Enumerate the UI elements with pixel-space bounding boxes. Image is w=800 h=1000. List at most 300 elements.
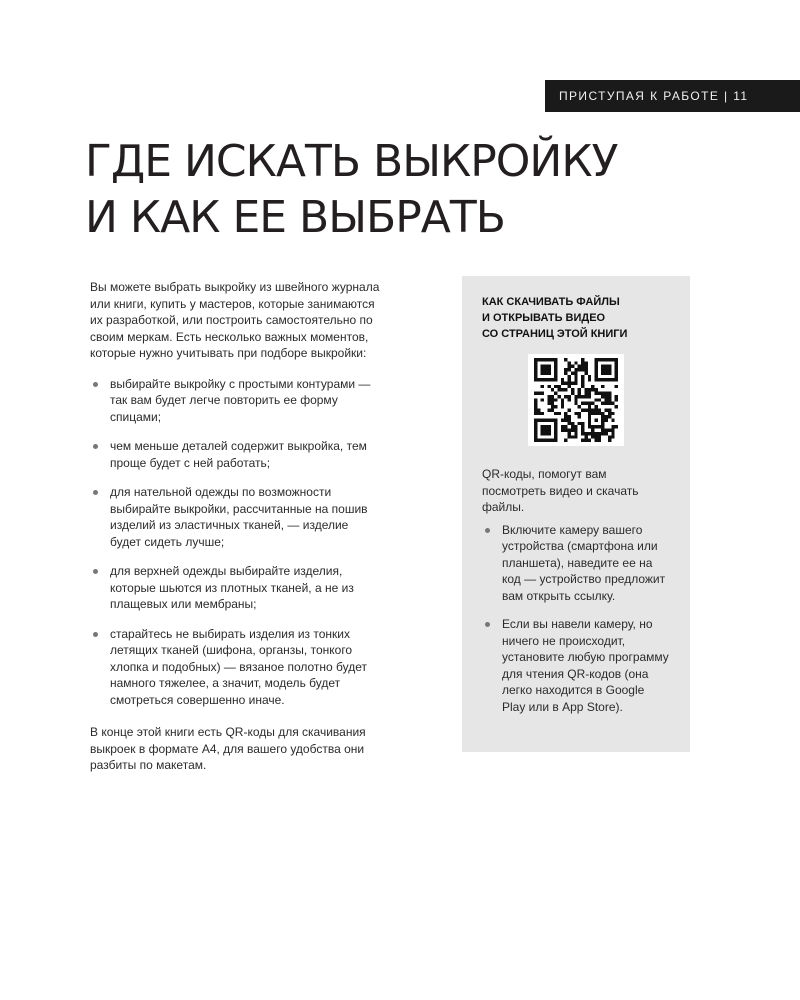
qr-module <box>598 358 601 361</box>
qr-module <box>615 385 618 388</box>
qr-module <box>605 402 608 405</box>
intro-paragraph: Вы можете выбрать выкройку из швейного журнала или книги, купить у мастеров, которые занимаются их разработкой, или построить самостоятельно по своим меркам. Есть несколько важных моментов, которые нужно учитывать при подборе выкройки: <box>90 280 380 360</box>
qr-module <box>537 412 540 415</box>
qr-module <box>611 378 614 381</box>
qr-module <box>534 435 537 438</box>
qr-module <box>581 382 584 385</box>
qr-module <box>588 412 591 415</box>
qr-module <box>574 361 577 364</box>
qr-module <box>547 368 550 371</box>
qr-module <box>591 432 594 435</box>
qr-module <box>594 408 597 411</box>
qr-module <box>611 425 614 428</box>
qr-module <box>571 371 574 374</box>
qr-module <box>594 418 597 421</box>
qr-module <box>574 398 577 401</box>
info-sidebar <box>462 276 690 752</box>
qr-module <box>578 405 581 408</box>
qr-module <box>615 371 618 374</box>
qr-module <box>558 385 561 388</box>
qr-module <box>611 358 614 361</box>
qr-module <box>605 408 608 411</box>
qr-module <box>584 365 587 368</box>
list-item: для нательной одежды по возможности выбирайте выкройки, рассчитанные на пошив изделий из эластичных тканей, — изделие будет сидеть лучше; <box>90 484 380 550</box>
qr-module <box>601 412 604 415</box>
sidebar-heading-line: И ОТКРЫВАТЬ ВИДЕО <box>482 312 606 324</box>
qr-module <box>534 368 537 371</box>
qr-module <box>591 425 594 428</box>
qr-module <box>594 435 597 438</box>
qr-module <box>541 378 544 381</box>
qr-module <box>598 435 601 438</box>
qr-module <box>608 408 611 411</box>
qr-module <box>611 402 614 405</box>
qr-module <box>598 412 601 415</box>
qr-module <box>581 432 584 435</box>
qr-module <box>534 412 537 415</box>
qr-module <box>574 402 577 405</box>
qr-module <box>615 365 618 368</box>
qr-module <box>534 361 537 364</box>
qr-module <box>594 398 597 401</box>
qr-module <box>615 368 618 371</box>
qr-module <box>611 435 614 438</box>
qr-module <box>578 392 581 395</box>
qr-module <box>568 418 571 421</box>
qr-module <box>584 439 587 442</box>
qr-module <box>571 365 574 368</box>
qr-module <box>598 425 601 428</box>
qr-module <box>615 398 618 401</box>
qr-module <box>568 398 571 401</box>
qr-module <box>561 382 564 385</box>
qr-module <box>605 395 608 398</box>
qr-module <box>601 392 604 395</box>
qr-module <box>547 378 550 381</box>
sidebar-heading-line: СО СТРАНИЦ ЭТОЙ КНИГИ <box>482 328 628 340</box>
qr-module <box>601 418 604 421</box>
qr-module <box>534 358 537 361</box>
qr-module <box>581 368 584 371</box>
qr-module <box>581 361 584 364</box>
qr-module <box>584 395 587 398</box>
qr-module <box>561 378 564 381</box>
qr-module <box>574 371 577 374</box>
qr-module <box>568 368 571 371</box>
qr-module <box>554 368 557 371</box>
qr-module <box>601 371 604 374</box>
qr-module <box>541 358 544 361</box>
qr-module <box>554 425 557 428</box>
qr-module <box>615 358 618 361</box>
qr-module <box>547 398 550 401</box>
qr-module <box>541 371 544 374</box>
qr-module <box>605 358 608 361</box>
qr-module <box>588 378 591 381</box>
qr-module <box>534 429 537 432</box>
qr-module <box>568 385 571 388</box>
qr-module <box>561 405 564 408</box>
qr-module <box>561 398 564 401</box>
qr-module <box>584 435 587 438</box>
qr-module <box>578 395 581 398</box>
qr-module <box>594 375 597 378</box>
qr-module <box>534 375 537 378</box>
qr-module <box>554 358 557 361</box>
qr-module <box>578 412 581 415</box>
qr-module <box>601 415 604 418</box>
qr-module <box>581 439 584 442</box>
qr-code[interactable] <box>528 354 624 446</box>
list-item: чем меньше деталей содержит выкройка, тем проще будет с ней работать; <box>90 438 380 471</box>
qr-module <box>537 392 540 395</box>
qr-module <box>534 365 537 368</box>
qr-module <box>571 435 574 438</box>
qr-module <box>608 392 611 395</box>
qr-module <box>594 358 597 361</box>
qr-module <box>574 395 577 398</box>
qr-module <box>615 405 618 408</box>
qr-module <box>534 371 537 374</box>
qr-module <box>564 371 567 374</box>
qr-module <box>551 418 554 421</box>
qr-module <box>581 408 584 411</box>
qr-module <box>615 425 618 428</box>
qr-module <box>574 382 577 385</box>
qr-module <box>594 425 597 428</box>
qr-module <box>608 435 611 438</box>
qr-module <box>534 398 537 401</box>
qr-module <box>561 425 564 428</box>
qr-module <box>534 418 537 421</box>
qr-module <box>568 378 571 381</box>
qr-module <box>605 368 608 371</box>
qr-module <box>588 418 591 421</box>
list-item: Включите камеру вашего устройства (смартфона или планшета), наведите ее на код — устройство предложит вам открыть ссылку. <box>482 522 670 605</box>
qr-module <box>594 439 597 442</box>
qr-module <box>584 371 587 374</box>
qr-module <box>611 432 614 435</box>
qr-module <box>588 432 591 435</box>
qr-module <box>547 358 550 361</box>
qr-module <box>541 429 544 432</box>
qr-module <box>551 398 554 401</box>
closing-paragraph: В конце этой книги есть QR-коды для скачивания выкроек в формате A4, для вашего удобства они разбиты по макетам. <box>90 725 366 772</box>
qr-module <box>534 422 537 425</box>
qr-module <box>551 402 554 405</box>
qr-module <box>554 378 557 381</box>
qr-module <box>568 382 571 385</box>
qr-module <box>608 439 611 442</box>
qr-module <box>554 412 557 415</box>
qr-module <box>594 365 597 368</box>
qr-module <box>554 398 557 401</box>
qr-module <box>541 439 544 442</box>
qr-module <box>554 375 557 378</box>
list-item: старайтесь не выбирать изделия из тонких летящих тканей (шифона, органзы, тонкого хлопка и подобных) — вязаное полотно будет намного тяжелее, а значит, модель будет смотреться совершенно иначе. <box>90 626 380 709</box>
qr-module <box>554 432 557 435</box>
qr-module <box>605 432 608 435</box>
qr-module <box>594 388 597 391</box>
qr-module <box>611 418 614 421</box>
qr-module <box>571 425 574 428</box>
qr-module <box>534 392 537 395</box>
qr-module <box>551 378 554 381</box>
qr-module <box>551 405 554 408</box>
title-line-1: ГДЕ ИСКАТЬ ВЫКРОЙКУ <box>85 136 618 187</box>
qr-module <box>601 429 604 432</box>
qr-module <box>554 392 557 395</box>
qr-module <box>554 422 557 425</box>
qr-module <box>568 375 571 378</box>
qr-module <box>561 388 564 391</box>
qr-module <box>608 395 611 398</box>
sidebar-list <box>482 522 670 716</box>
qr-module <box>584 388 587 391</box>
qr-module <box>591 385 594 388</box>
qr-module <box>568 422 571 425</box>
qr-module <box>594 392 597 395</box>
qr-module <box>608 415 611 418</box>
qr-module <box>594 412 597 415</box>
qr-module <box>551 358 554 361</box>
qr-module <box>554 429 557 432</box>
qr-module <box>591 402 594 405</box>
qr-module <box>541 385 544 388</box>
qr-module <box>581 425 584 428</box>
qr-module <box>568 365 571 368</box>
qr-module <box>615 375 618 378</box>
qr-module <box>581 378 584 381</box>
qr-module <box>544 378 547 381</box>
qr-module <box>594 361 597 364</box>
qr-module <box>551 439 554 442</box>
qr-module <box>574 435 577 438</box>
qr-module <box>594 405 597 408</box>
qr-module <box>537 358 540 361</box>
qr-module <box>547 408 550 411</box>
qr-module <box>598 392 601 395</box>
qr-module <box>598 398 601 401</box>
qr-module <box>588 388 591 391</box>
list-item: для верхней одежды выбирайте изделия, которые шьются из плотных тканей, а не из плащевых или мембраны; <box>90 563 380 613</box>
qr-module <box>581 358 584 361</box>
qr-module <box>547 365 550 368</box>
page-title <box>85 134 617 246</box>
qr-module <box>544 425 547 428</box>
qr-module <box>547 395 550 398</box>
qr-module <box>608 402 611 405</box>
qr-module <box>554 418 557 421</box>
sidebar-heading <box>482 294 670 342</box>
qr-module <box>551 395 554 398</box>
qr-module <box>541 365 544 368</box>
qr-module <box>561 418 564 421</box>
qr-module <box>574 432 577 435</box>
qr-module <box>564 425 567 428</box>
qr-module <box>568 361 571 364</box>
qr-module <box>598 408 601 411</box>
qr-module <box>605 398 608 401</box>
qr-module <box>534 432 537 435</box>
qr-module <box>581 422 584 425</box>
qr-module <box>537 418 540 421</box>
qr-module <box>564 388 567 391</box>
qr-module <box>547 402 550 405</box>
qr-module <box>584 408 587 411</box>
qr-module <box>534 405 537 408</box>
qr-module <box>591 408 594 411</box>
qr-module <box>615 378 618 381</box>
qr-module <box>547 439 550 442</box>
qr-module <box>564 418 567 421</box>
qr-module <box>554 405 557 408</box>
qr-module <box>534 439 537 442</box>
qr-module <box>541 368 544 371</box>
qr-module <box>537 378 540 381</box>
qr-module <box>568 429 571 432</box>
qr-module <box>584 402 587 405</box>
qr-module <box>601 385 604 388</box>
qr-module <box>547 432 550 435</box>
qr-module <box>547 385 550 388</box>
title-line-2: И КАК ЕЕ ВЫБРАТЬ <box>85 192 505 243</box>
qr-module <box>608 429 611 432</box>
qr-module <box>564 368 567 371</box>
qr-module <box>554 385 557 388</box>
qr-module <box>541 392 544 395</box>
qr-module <box>608 358 611 361</box>
qr-module <box>594 368 597 371</box>
qr-module <box>584 368 587 371</box>
qr-module <box>547 429 550 432</box>
qr-module <box>601 365 604 368</box>
qr-module <box>564 439 567 442</box>
qr-module <box>608 365 611 368</box>
qr-module <box>568 395 571 398</box>
qr-module <box>564 415 567 418</box>
qr-module <box>547 425 550 428</box>
qr-module <box>544 418 547 421</box>
qr-module <box>588 408 591 411</box>
qr-module <box>594 432 597 435</box>
qr-module <box>574 429 577 432</box>
qr-module <box>537 439 540 442</box>
qr-module <box>605 378 608 381</box>
qr-module <box>594 371 597 374</box>
qr-module <box>578 388 581 391</box>
qr-module <box>588 425 591 428</box>
qr-module <box>564 382 567 385</box>
qr-module <box>544 429 547 432</box>
qr-module <box>574 375 577 378</box>
qr-module <box>544 368 547 371</box>
qr-module <box>544 358 547 361</box>
qr-module <box>554 371 557 374</box>
qr-module <box>601 422 604 425</box>
qr-module <box>541 418 544 421</box>
qr-module <box>574 378 577 381</box>
qr-module <box>564 358 567 361</box>
qr-module <box>611 429 614 432</box>
qr-module <box>547 371 550 374</box>
qr-module <box>574 425 577 428</box>
qr-module <box>541 425 544 428</box>
qr-module <box>581 395 584 398</box>
qr-module <box>588 375 591 378</box>
tips-list <box>90 376 380 709</box>
qr-module <box>554 435 557 438</box>
qr-module <box>588 405 591 408</box>
sidebar-intro: QR-коды, помогут вам посмотреть видео и скачать файлы. <box>482 467 639 514</box>
running-header: ПРИСТУПАЯ К РАБОТЕ | 11 <box>545 80 800 112</box>
qr-module <box>581 365 584 368</box>
qr-module <box>615 395 618 398</box>
qr-module <box>608 398 611 401</box>
qr-module <box>551 408 554 411</box>
qr-module <box>581 402 584 405</box>
qr-module <box>554 361 557 364</box>
main-column <box>90 279 380 774</box>
qr-module <box>615 361 618 364</box>
qr-code-icon <box>534 358 618 442</box>
qr-module <box>591 412 594 415</box>
qr-module <box>574 412 577 415</box>
qr-module <box>571 388 574 391</box>
qr-module <box>568 415 571 418</box>
qr-module <box>564 429 567 432</box>
qr-module <box>584 432 587 435</box>
qr-module <box>574 368 577 371</box>
qr-module <box>534 408 537 411</box>
qr-module <box>568 432 571 435</box>
qr-module <box>591 429 594 432</box>
qr-module <box>534 402 537 405</box>
qr-module <box>608 368 611 371</box>
qr-module <box>581 429 584 432</box>
qr-module <box>568 408 571 411</box>
qr-module <box>561 402 564 405</box>
qr-module <box>571 382 574 385</box>
qr-module <box>578 415 581 418</box>
qr-module <box>541 412 544 415</box>
qr-module <box>584 361 587 364</box>
qr-module <box>544 371 547 374</box>
qr-module <box>534 378 537 381</box>
qr-module <box>534 425 537 428</box>
qr-module <box>588 402 591 405</box>
qr-module <box>598 439 601 442</box>
qr-module <box>588 422 591 425</box>
qr-module <box>568 435 571 438</box>
qr-module <box>584 392 587 395</box>
qr-module <box>581 375 584 378</box>
qr-module <box>578 368 581 371</box>
qr-module <box>541 432 544 435</box>
qr-module <box>571 429 574 432</box>
qr-module <box>611 412 614 415</box>
qr-module <box>541 398 544 401</box>
qr-module <box>598 432 601 435</box>
qr-module <box>601 432 604 435</box>
list-item: выбирайте выкройку с простыми контурами — так вам будет легче повторить ее форму спицами; <box>90 376 380 426</box>
qr-module <box>605 415 608 418</box>
qr-module <box>571 392 574 395</box>
qr-module <box>564 395 567 398</box>
qr-module <box>544 439 547 442</box>
qr-module <box>558 412 561 415</box>
qr-module <box>588 439 591 442</box>
